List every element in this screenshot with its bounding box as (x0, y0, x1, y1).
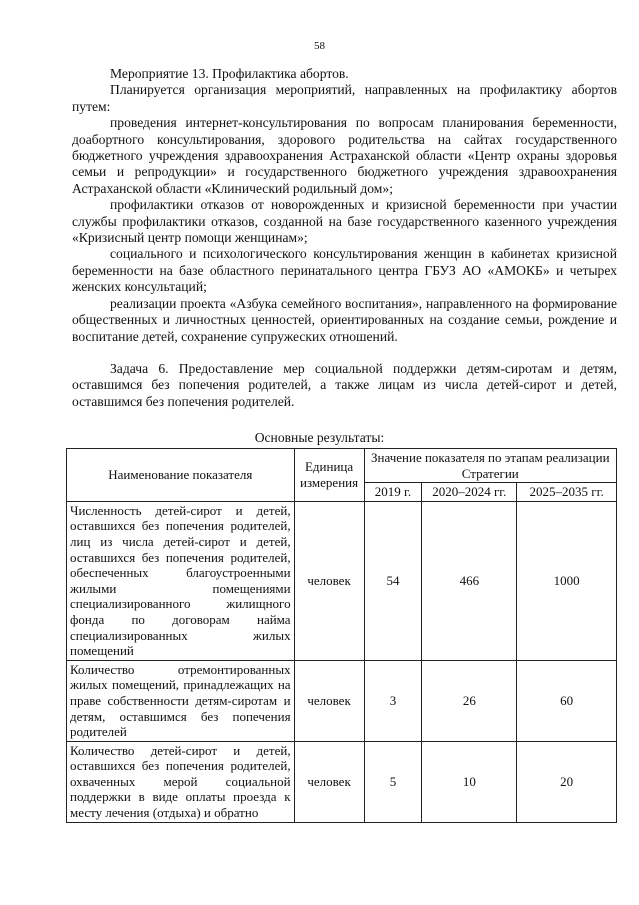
value-2025-2035: 60 (517, 660, 617, 741)
value-2020-2024: 466 (422, 501, 517, 660)
header-stages: Значение показателя по этапам реализации Стратегии (364, 449, 616, 483)
paragraph-psych-consulting: социального и психологического консультирования женщин в кабинетах кризисной беременности на базе областного перинатального центра ГБУЗ АО «АМОКБ» и четырех женских консультаций; (72, 246, 617, 295)
table-row (67, 741, 617, 822)
measure-heading: Мероприятие 13. Профилактика абортов. (110, 66, 349, 81)
results-table (66, 448, 617, 823)
header-year: 2019 г. (364, 483, 422, 502)
body-text (72, 66, 617, 410)
results-title: Основные результаты: (254, 430, 385, 445)
value-2020-2024: 26 (422, 660, 517, 741)
header-unit: Единица измерения (294, 449, 364, 502)
header-name: Наименование показателя (67, 449, 295, 502)
value-2020-2024: 10 (422, 741, 517, 822)
header-year: 2020–2024 гг. (422, 483, 517, 502)
page-number: 58 (314, 40, 325, 52)
paragraph-intro: Планируется организация мероприятий, направленных на профилактику абортов путем: (72, 82, 617, 114)
table-row (67, 660, 617, 741)
header-year: 2025–2035 гг. (517, 483, 617, 502)
value-2025-2035: 20 (517, 741, 617, 822)
indicator-unit: человек (294, 501, 364, 660)
indicator-unit: человек (294, 741, 364, 822)
paragraph-family-project: реализации проекта «Азбука семейного воспитания», направленного на формирование общественных и личностных ценностей, ориентированных на создание семьи, рождение и воспитание детей, сохранение супружеских отношений. (72, 295, 617, 344)
indicator-name: Численность детей-сирот и детей, оставшихся без попечения родителей, лиц из числа детей-сирот и детей, оставшихся без попечения родителей, обеспеченных благоустроенными жилыми помещениями специализированного жилищного фонда по договорам найма специализированных жилых помещений (67, 501, 295, 660)
task-heading: Задача 6. Предоставление мер социальной поддержки детям-сиротам и детям, оставшимся без попечения родителей, а также лицам из числа детей-сирот и детей, оставшимся без попечения родителей. (72, 360, 617, 409)
paragraph-refusal-prevention: профилактики отказов от новорожденных и кризисной беременности при участии службы профилактики отказов, созданной на базе государственного казенного учреждения «Кризисный центр помощи женщинам»; (72, 197, 617, 246)
value-2019: 3 (364, 660, 422, 741)
paragraph-internet-consulting: проведения интернет-консультирования по вопросам планирования беременности, доабортного консультирования, здорового родительства на сайтах государственного бюджетного учреждения здравоохранения Астраханской области «Центр охраны здоровья семьи и репродукции» и государственного бюджетного учреждения здравоохранения Астраханской области «Клинический родильный дом»; (72, 115, 617, 196)
indicator-name: Количество отремонтированных жилых помещений, принадлежащих на праве собственности детям-сиротам и детям, оставшимся без попечения родителей (67, 660, 295, 741)
value-2019: 54 (364, 501, 422, 660)
indicator-name: Количество детей-сирот и детей, оставшихся без попечения родителей, охваченных мерой социальной поддержки в виде оплаты проезда к месту лечения (отдыха) и обратно (67, 741, 295, 822)
indicator-unit: человек (294, 660, 364, 741)
value-2019: 5 (364, 741, 422, 822)
table-row (67, 501, 617, 660)
value-2025-2035: 1000 (517, 501, 617, 660)
table-header-row (67, 449, 617, 483)
